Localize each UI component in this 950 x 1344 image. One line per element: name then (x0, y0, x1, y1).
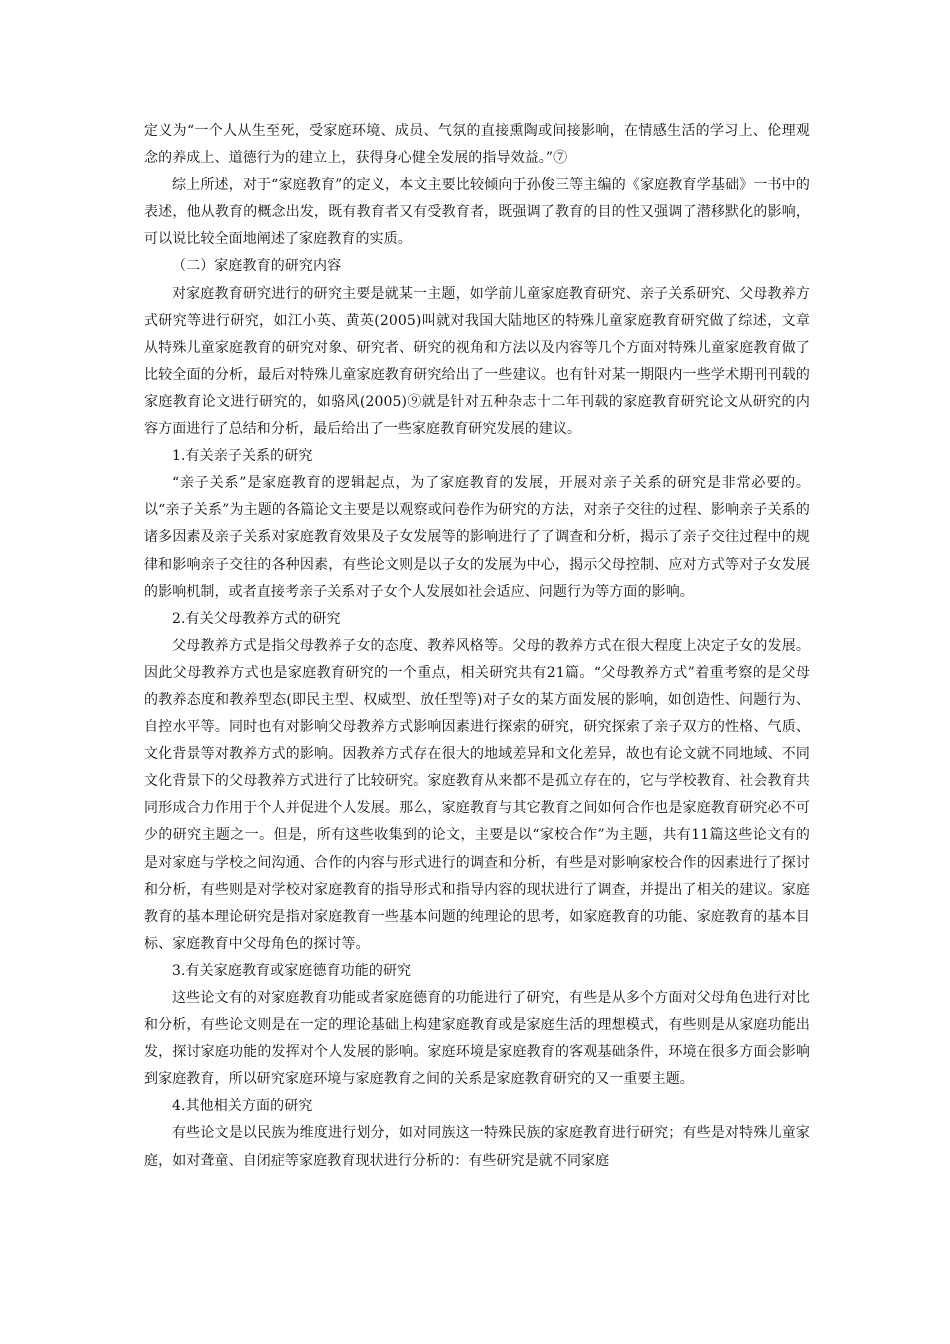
section-heading-research-content: （二）家庭教育的研究内容 (172, 258, 342, 275)
subheading-parenting-style: 2.有关父母教养方式的研究 (172, 610, 341, 627)
paragraph-other-research: 有些论文是以民族为维度进行划分，如对同族这一特殊民族的家庭教育进行研究；有些是对特殊儿童家庭，如对聋童、自闭症等家庭教育现状进行分析的：有些研究是就不同家庭 (144, 1125, 810, 1169)
paragraph-research-overview: 对家庭教育研究进行的研究主要是就某一主题，如学前儿童家庭教育研究、亲子关系研究、父母教养方式研究等进行研究，如江小英、黄英(2005)叫就对我国大陆地区的特殊儿童家庭教育研究做了综述，文章从特殊儿童家庭教育的研究对象、研究者、研究的视角和方法以及内容等几个方面对特殊儿童家庭教育做了比较全面的分析，最后对特殊儿童家庭教育研究给出了一些建议。也有针对某一期限内一些学术期刊刊载的家庭教育论文进行研究的，如骆风(2005)⑨就是针对五种杂志十二年刊载的家庭教育研究论文从研究的内容方面进行了总结和分析，最后给出了一些家庭教育研究发展的建议。 (144, 285, 810, 438)
paragraph-summary: 综上所述，对于“家庭教育”的定义，本文主要比较倾向于孙俊三等主编的《家庭教育学基础》一书中的表述，他从教育的概念出发，既有教育者又有受教育者，既强调了教育的目的性又强调了潜移默化的影响，可以说比较全面地阐述了家庭教育的实质。 (144, 177, 810, 248)
paragraph-parent-child-relationship: “亲子关系”是家庭教育的逻辑起点，为了家庭教育的发展，开展对亲子关系的研究是非常必要的。以“亲子关系”为主题的各篇论文主要是以观察或问卷作为研究的方法，对亲子交往的过程、影响亲子关系的诸多因素及亲子关系对家庭教育效果及子女发展等的影响进行了了调查和分析，揭示了亲子交往过程中的规律和影响亲子交往的各种因素，有些论文则是以子女的发展为中心，揭示父母控制、应对方式等对子女发展的影响机制，或者直接考亲子关系对子女个人发展如社会适应、问题行为等方面的影响。 (144, 475, 810, 600)
paragraph-definition-continued: 定义为“一个人从生至死，受家庭环境、成员、气氛的直接熏陶或间接影响，在情感生活的学习上、伦理观念的养成上、道德行为的建立上，获得身心健全发展的指导效益。”⑦ (144, 123, 810, 167)
paragraph-family-education-function: 这些论文有的对家庭教育功能或者家庭德育的功能进行了研究，有些是从多个方面对父母角色进行对比和分析，有些论文则是在一定的理论基础上构建家庭教育或是家庭生活的理想模式，有些则是从家庭功能出发，探讨家庭功能的发挥对个人发展的影响。家庭环境是家庭教育的客观基础条件，环境在很多方面会影响到家庭教育，所以研究家庭环境与家庭教育之间的关系是家庭教育研究的又一重要主题。 (144, 990, 810, 1088)
paragraph-parenting-style: 父母教养方式是指父母教养子女的态度、教养风格等。父母的教养方式在很大程度上决定子女的发展。因此父母教养方式也是家庭教育研究的一个重点，相关研究共有21篇。“父母教养方式”着重考察的是父母的教养态度和教养型态(即民主型、权威型、放任型等)对子女的某方面发展的影响，如创造性、问题行为、自控水平等。同时也有对影响父母教养方式影响因素进行探索的研究，研究探索了亲子双方的性格、气质、文化背景等对教养方式的影响。因教养方式存在很大的地域差异和文化差异，故也有论文就不同地域、不同文化背景下的父母教养方式进行了比较研究。家庭教育从来都不是孤立存在的，它与学校教育、社会教育共同形成合力作用于个人并促进个人发展。那么，家庭教育与其它教育之间如何合作也是家庭教育研究必不可少的研究主题之一。但是，所有这些收集到的论文，主要是以“家校合作”为主题，共有11篇这些论文有的是对家庭与学校之间沟通、合作的内容与形式进行的调查和分析，有些是对影响家校合作的因素进行了探讨和分析，有些则是对学校对家庭教育的指导形式和指导内容的现状进行了调查，并提出了相关的建议。家庭教育的基本理论研究是指对家庭教育一些基本问题的纯理论的思考，如家庭教育的功能、家庭教育的基本目标、家庭教育中父母角色的探讨等。 (144, 637, 810, 952)
subheading-other-research: 4.其他相关方面的研究 (172, 1098, 313, 1115)
subheading-family-education-function: 3.有关家庭教育或家庭德育功能的研究 (172, 962, 412, 979)
subheading-parent-child-relationship: 1.有关亲子关系的研究 (172, 448, 313, 465)
document-page (144, 118, 810, 1175)
